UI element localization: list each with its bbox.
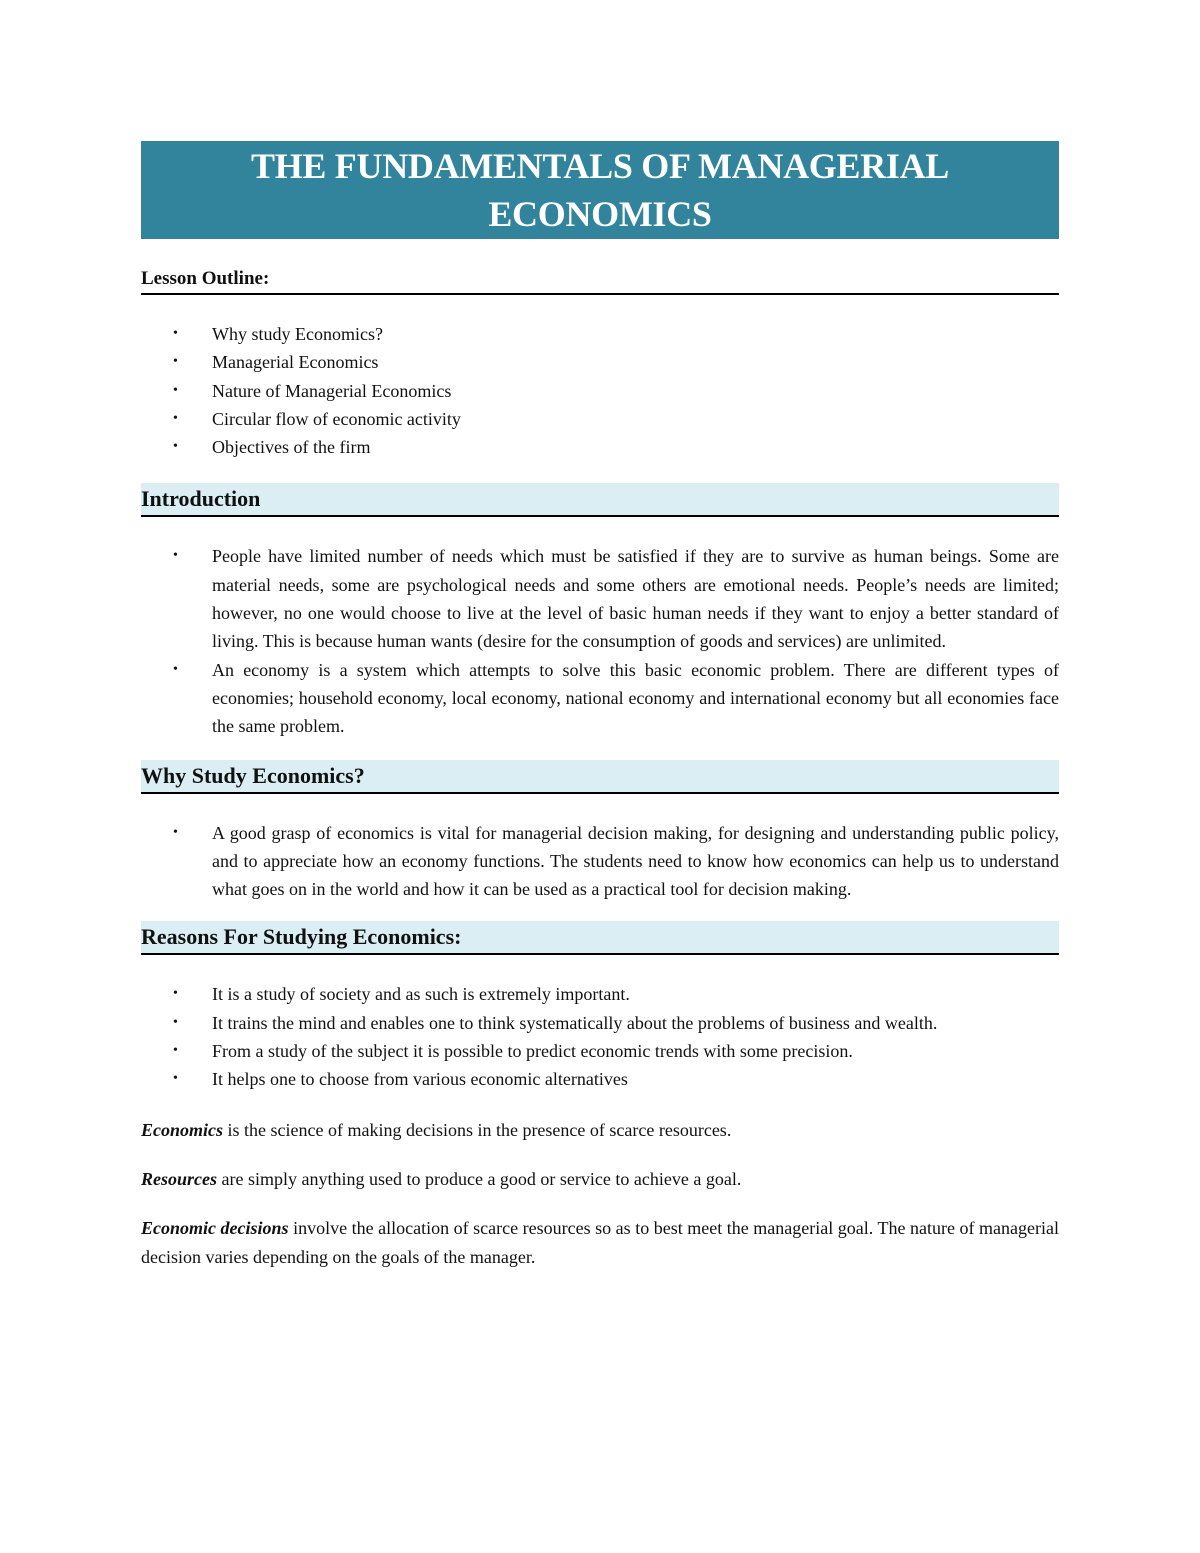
bullet-icon: • — [173, 1071, 178, 1087]
document-title — [251, 142, 949, 238]
list-item: • It is a study of society and as such is extremely important. — [141, 980, 1059, 1008]
lesson-outline-heading: Lesson Outline: — [141, 267, 1059, 295]
definition-term: Economics — [141, 1119, 224, 1140]
definition-text: involve the allocation of scarce resources so as to best meet the managerial goal. The nature of managerial decision varies depending on the goals of the manager. — [141, 1218, 1059, 1267]
title-line-2: ECONOMICS — [488, 194, 712, 234]
bullet-icon: • — [173, 439, 178, 455]
list-item: • From a study of the subject it is possible to predict economic trends with some precision. — [141, 1037, 1059, 1065]
bullet-icon: • — [173, 410, 178, 426]
list-item: • Why study Economics? — [141, 320, 1059, 348]
list-item: • People have limited number of needs which must be satisfied if they are to survive as human beings. Some are material needs, some are psychological needs and some others are emotional needs. People’s needs are limited; however, no one would choose to live at the level of basic human needs if they want to enjoy a better standard of living. This is because human wants (desire for the consumption of goods and services) are unlimited. — [141, 542, 1059, 655]
bullet-icon: • — [173, 661, 178, 677]
title-banner — [141, 141, 1059, 239]
bullet-icon: • — [173, 326, 178, 341]
definition-text: are simply anything used to produce a good or service to achieve a goal. — [217, 1168, 742, 1189]
bullet-icon: • — [173, 354, 178, 370]
reasons-list — [141, 980, 1059, 1093]
bullet-icon: • — [173, 382, 178, 398]
title-line-1: THE FUNDAMENTALS OF MANAGERIAL — [250, 146, 950, 186]
list-item: • It trains the mind and enables one to think systematically about the problems of business and wealth. — [141, 1009, 1059, 1037]
definition-text: is the science of making decisions in the presence of scarce resources. — [223, 1119, 732, 1140]
list-item: • Circular flow of economic activity — [141, 405, 1059, 433]
list-item: • A good grasp of economics is vital for managerial decision making, for designing and understanding public policy, and to appreciate how an economy functions. The students need to know how economics can help us to understand what goes on in the world and how it can be used as a practical tool for decision making. — [141, 819, 1059, 904]
document-page — [141, 141, 1059, 1271]
list-item: • Nature of Managerial Economics — [141, 377, 1059, 405]
definition-economic-decisions — [141, 1214, 1059, 1271]
bullet-icon: • — [173, 986, 178, 1002]
bullet-icon: • — [173, 1043, 178, 1059]
list-item: • Managerial Economics — [141, 348, 1059, 376]
reasons-heading: Reasons For Studying Economics: — [141, 921, 1059, 955]
introduction-heading: Introduction — [141, 483, 1059, 517]
list-item: • It helps one to choose from various economic alternatives — [141, 1065, 1059, 1093]
list-item: • Objectives of the firm — [141, 433, 1059, 461]
definition-term: Resources — [141, 1168, 217, 1189]
bullet-icon: • — [173, 824, 178, 840]
definition-economics — [141, 1116, 1059, 1144]
bullet-icon: • — [173, 1014, 178, 1030]
introduction-list — [141, 542, 1059, 740]
lesson-outline-list — [141, 320, 1059, 461]
list-item: • An economy is a system which attempts to solve this basic economic problem. There are different types of economies; household economy, local economy, national economy and international economy but all economies face the same problem. — [141, 656, 1059, 741]
why-study-heading: Why Study Economics? — [141, 760, 1059, 794]
bullet-icon: • — [173, 548, 178, 564]
definition-term: Economic decisions — [141, 1218, 289, 1239]
definition-resources — [141, 1165, 1059, 1193]
why-study-list — [141, 819, 1059, 904]
